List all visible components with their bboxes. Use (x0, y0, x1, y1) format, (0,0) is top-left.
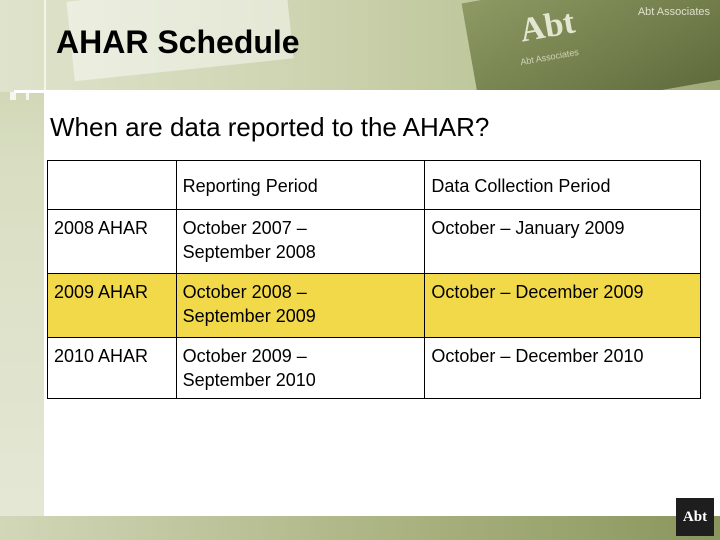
table-row-highlighted (48, 274, 701, 338)
slide-question: When are data reported to the AHAR? (50, 112, 490, 142)
reporting-period-end: September 2009 (182, 306, 316, 326)
header-cell-blank (48, 161, 177, 210)
slide-title: AHAR Schedule (56, 24, 300, 60)
reporting-period-start: October 2007 – (182, 218, 307, 238)
collection-period-cell: October – December 2009 (425, 274, 701, 338)
reporting-period-cell (176, 210, 425, 274)
reporting-period-start: October 2008 – (182, 282, 307, 302)
collection-period-cell: October – December 2010 (425, 338, 701, 399)
corner-brand-text: Abt Associates (637, 6, 710, 18)
row-label: 2009 AHAR (48, 274, 177, 338)
banner-divider (44, 0, 46, 92)
row-label: 2010 AHAR (48, 338, 177, 399)
footer-bar (0, 516, 720, 540)
banner-book-subtext: Abt Associates (519, 46, 580, 68)
title-underline (14, 90, 720, 93)
reporting-period-start: October 2009 – (182, 346, 307, 366)
abt-logo: Abt (676, 498, 714, 536)
reporting-period-end: September 2010 (182, 370, 316, 390)
table-row (48, 338, 701, 399)
reporting-period-cell (176, 338, 425, 399)
header-data-collection-period: Data Collection Period (425, 161, 701, 210)
table-header-row (48, 161, 701, 210)
header-reporting-period: Reporting Period (176, 161, 425, 210)
schedule-table (47, 160, 701, 399)
reporting-period-end: September 2008 (182, 242, 316, 262)
row-label: 2008 AHAR (48, 210, 177, 274)
reporting-period-cell (176, 274, 425, 338)
banner-book-logo: Abt (517, 3, 578, 50)
collection-period-cell: October – January 2009 (425, 210, 701, 274)
table-row (48, 210, 701, 274)
